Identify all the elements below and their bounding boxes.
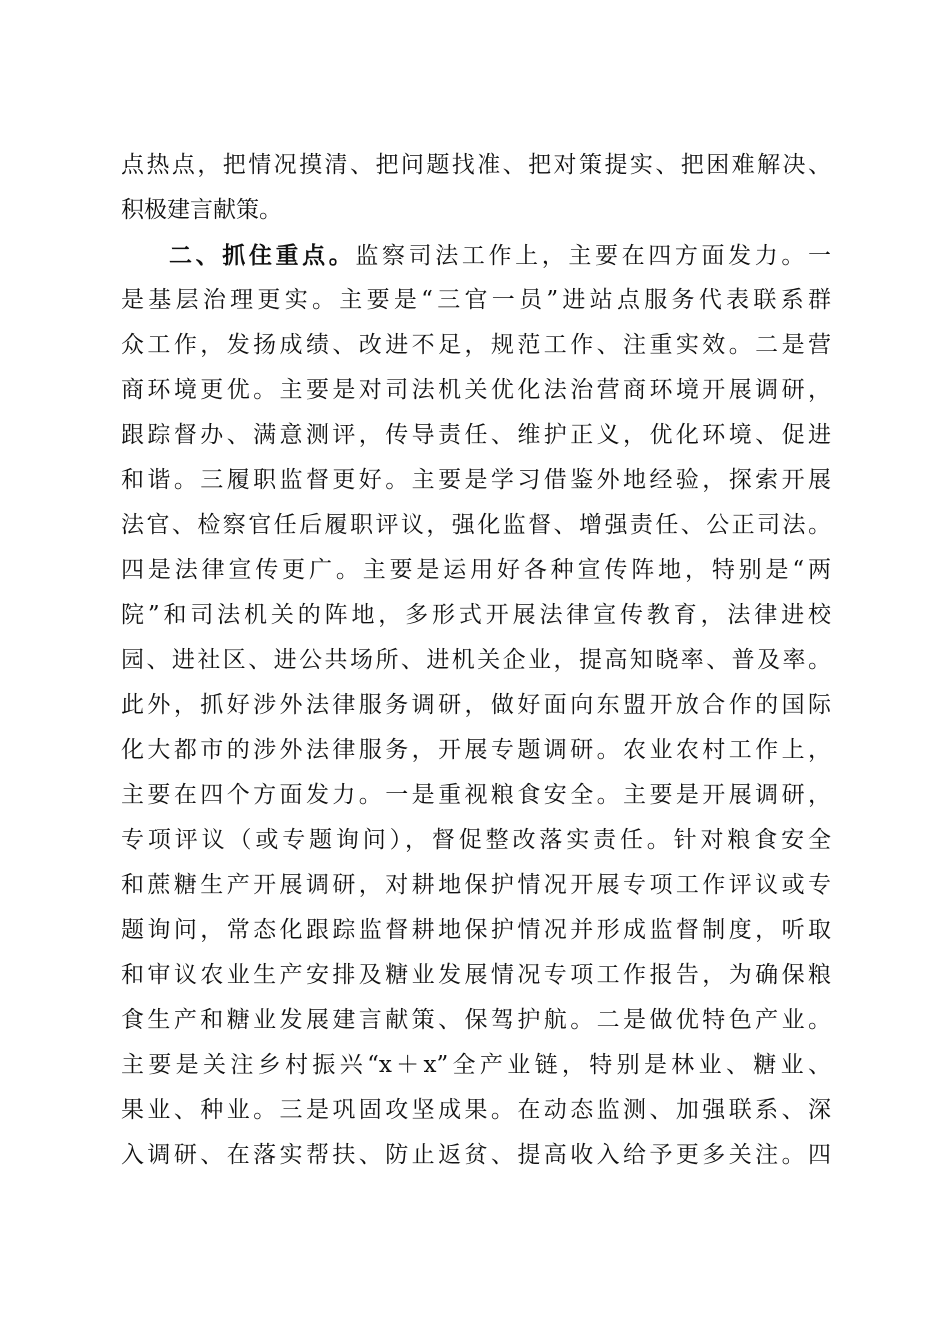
text-line: 四是法律宣传更广。主要是运用好各种宣传阵地，特别是“两 bbox=[121, 557, 831, 583]
text-line: 主要是关注乡村振兴“x＋x”全产业链，特别是林业、糖业、 bbox=[121, 1052, 831, 1078]
text-line: 和谐。三履职监督更好。主要是学习借鉴外地经验，探索开展 bbox=[121, 467, 831, 493]
text-line: 众工作，发扬成绩、改进不足，规范工作、注重实效。二是营 bbox=[121, 332, 831, 358]
section-heading: 二、抓住重点。 bbox=[169, 242, 356, 269]
text-line: 点热点，把情况摸清、把问题找准、把对策提实、把困难解决、 bbox=[121, 152, 831, 178]
text-line: 主要在四个方面发力。一是重视粮食安全。主要是开展调研， bbox=[121, 782, 831, 808]
text-line: 法官、检察官任后履职评议，强化监督、增强责任、公正司法。 bbox=[121, 512, 831, 538]
text-line: 监察司法工作上，主要在四方面发力。一 bbox=[355, 243, 831, 269]
text-line: 食生产和糖业发展建言献策、保驾护航。二是做优特色产业。 bbox=[121, 1007, 831, 1033]
text-line: 和蔗糖生产开展调研，对耕地保护情况开展专项工作评议或专 bbox=[121, 872, 831, 898]
text-line: 是基层治理更实。主要是“三官一员”进站点服务代表联系群 bbox=[121, 287, 831, 313]
text-line: 化大都市的涉外法律服务，开展专题调研。农业农村工作上， bbox=[121, 737, 831, 763]
text-line: 和审议农业生产安排及糖业发展情况专项工作报告，为确保粮 bbox=[121, 962, 831, 988]
text-line: 商环境更优。主要是对司法机关优化法治营商环境开展调研， bbox=[121, 377, 831, 403]
text-line: 此外，抓好涉外法律服务调研，做好面向东盟开放合作的国际 bbox=[121, 692, 831, 718]
text-line: 园、进社区、进公共场所、进机关企业，提高知晓率、普及率。 bbox=[121, 647, 831, 673]
text-line: 入调研、在落实帮扶、防止返贫、提高收入给予更多关注。四 bbox=[121, 1142, 831, 1168]
text-line: 题询问，常态化跟踪监督耕地保护情况并形成监督制度，听取 bbox=[121, 917, 831, 943]
body-text bbox=[121, 143, 831, 1178]
text-line: 积极建言献策。 bbox=[121, 197, 282, 223]
text-line: 专项评议（或专题询问），督促整改落实责任。针对粮食安全 bbox=[121, 827, 831, 853]
text-line: 跟踪督办、满意测评，传导责任、维护正义，优化环境、促进 bbox=[121, 422, 831, 448]
text-line: 果业、种业。三是巩固攻坚成果。在动态监测、加强联系、深 bbox=[121, 1097, 831, 1123]
section-paragraph-first-line bbox=[121, 233, 831, 278]
text-line: 院”和司法机关的阵地，多形式开展法律宣传教育，法律进校 bbox=[121, 602, 831, 628]
